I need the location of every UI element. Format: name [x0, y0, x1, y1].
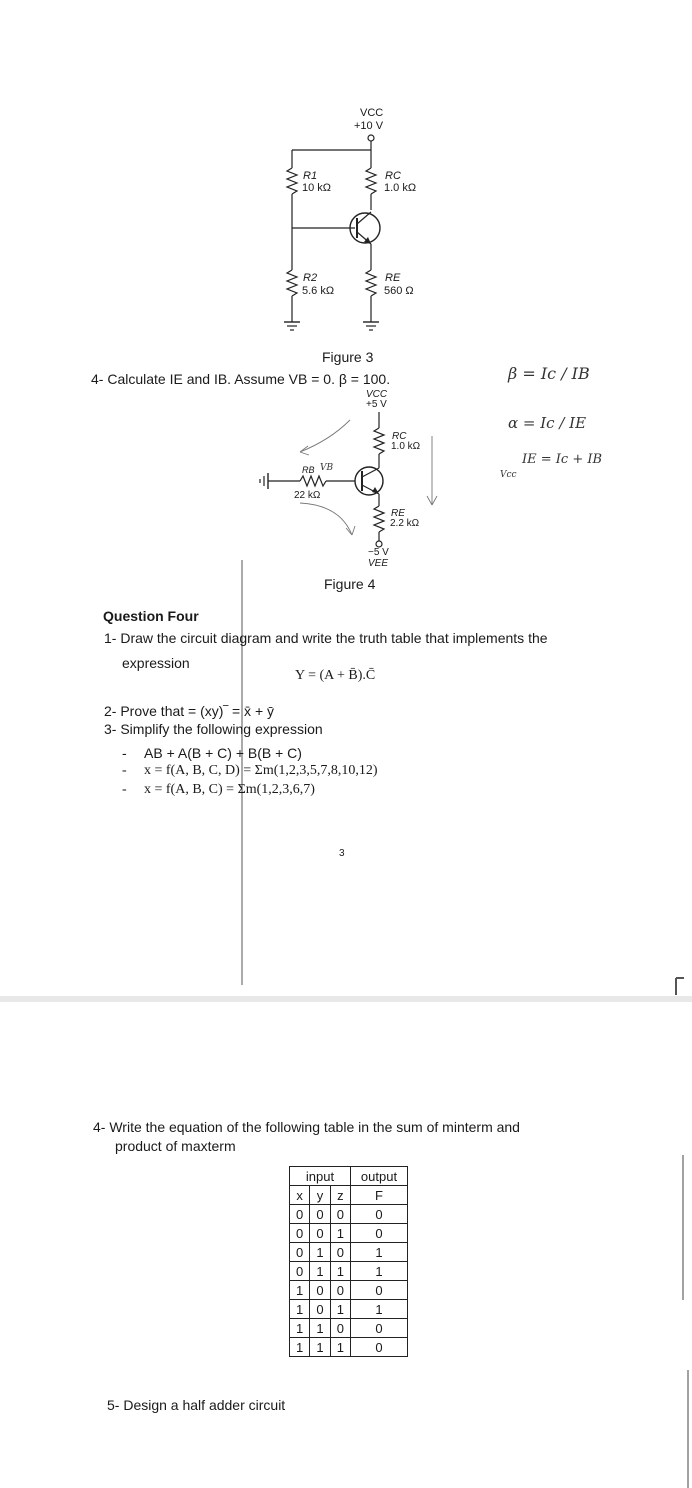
fig4-vcc-label: VCC: [366, 389, 388, 400]
bullet-3-text: x = f(A, B, C) = Σm(1,2,3,6,7): [144, 782, 315, 797]
item5-half-adder: 5- Design a half adder circuit: [107, 1397, 286, 1413]
table-cell: 0: [310, 1224, 330, 1243]
fig4-rc-label: RC: [392, 431, 407, 442]
fig3-rc-value: 1.0 kΩ: [384, 182, 417, 194]
table-cell: 0: [351, 1319, 408, 1338]
fig3-vcc-label: VCC: [360, 107, 384, 119]
fig4-rb-value: 22 kΩ: [294, 490, 321, 501]
table-cell: 1: [290, 1281, 310, 1300]
item1-expression: Y = (A + B̄).C̄: [295, 668, 376, 683]
table-cell: 0: [351, 1338, 408, 1357]
note-alpha-eq: α = Ic / IE: [508, 414, 587, 432]
table-cell: 0: [290, 1224, 310, 1243]
bullet-3: - x = f(A, B, C) = Σm(1,2,3,6,7): [122, 782, 315, 797]
table-cell: 0: [351, 1281, 408, 1300]
table-cell: 1: [330, 1262, 350, 1281]
table-cell: 0: [290, 1205, 310, 1224]
table-cell: 0: [310, 1205, 330, 1224]
figure3-caption: Figure 3: [322, 349, 374, 365]
fig3-r1-value: 10 kΩ: [302, 182, 332, 194]
figure4-caption: Figure 4: [324, 576, 376, 592]
fig4-rc-value: 1.0 kΩ: [391, 441, 421, 452]
item2-prove: 2- Prove that = (xy)‾ = x̄ + ȳ: [104, 703, 275, 719]
fig4-vcc-value: +5 V: [366, 399, 387, 410]
table-header-z: z: [330, 1186, 350, 1205]
table-cell: 0: [290, 1243, 310, 1262]
table-cell: 1: [310, 1243, 330, 1262]
note-ie-eq: IE = Ic + IB: [522, 452, 603, 467]
table-cell: 1: [290, 1319, 310, 1338]
table-cell: 0: [310, 1300, 330, 1319]
page-number: 3: [339, 848, 345, 859]
question-4-calc: 4- Calculate IE and IB. Assume VB = 0. β = 100.: [91, 371, 391, 387]
table-cell: 0: [290, 1262, 310, 1281]
item1-line1: 1- Draw the circuit diagram and write the truth table that implements the: [104, 630, 548, 646]
item3-simplify: 3- Simplify the following expression: [104, 721, 323, 737]
fig4-rb-label: RB: [302, 465, 315, 475]
table-cell: 1: [290, 1338, 310, 1357]
item4-line1: 4- Write the equation of the following table in the sum of minterm and: [93, 1119, 520, 1135]
table-cell: 0: [351, 1205, 408, 1224]
bullet-2: - x = f(A, B, C, D) = Σm(1,2,3,5,7,8,10,12): [122, 763, 378, 778]
table-header-f: F: [351, 1186, 408, 1205]
table-cell: 1: [310, 1338, 330, 1357]
fig3-re-label: RE: [385, 272, 401, 284]
table-header-x: x: [290, 1186, 310, 1205]
fig3-r2-label: R2: [303, 272, 318, 284]
table-group-input: input: [290, 1167, 351, 1186]
table-header-y: y: [310, 1186, 330, 1205]
note-vb: VB: [320, 463, 334, 473]
note-vcc: Vcc: [500, 470, 517, 480]
table-cell: 1: [310, 1319, 330, 1338]
item4-line2: product of maxterm: [115, 1138, 236, 1154]
fig3-vcc-value: +10 V: [354, 120, 384, 132]
table-cell: 0: [330, 1205, 350, 1224]
table-cell: 0: [310, 1281, 330, 1300]
fig4-vee-value: −5 V: [368, 547, 389, 558]
table-cell: 1: [330, 1224, 350, 1243]
table-cell: 0: [330, 1281, 350, 1300]
fig3-r2-value: 5.6 kΩ: [302, 285, 335, 297]
table-cell: 1: [330, 1338, 350, 1357]
table-group-output: output: [351, 1167, 408, 1186]
table-cell: 0: [330, 1319, 350, 1338]
question-four-heading: Question Four: [103, 608, 199, 624]
table-cell: 1: [290, 1300, 310, 1319]
fig3-rc-label: RC: [385, 170, 401, 182]
table-cell: 0: [330, 1243, 350, 1262]
table-cell: 1: [330, 1300, 350, 1319]
fig4-vee-label: VEE: [368, 558, 389, 569]
table-cell: 1: [351, 1300, 408, 1319]
item1-line2: expression: [122, 655, 190, 671]
table-cell: 0: [351, 1224, 408, 1243]
fig4-re-value: 2.2 kΩ: [390, 518, 420, 529]
bullet-1-text: AB + A(B + C) + B(B + C): [144, 745, 302, 761]
table-cell: 1: [351, 1243, 408, 1262]
bullet-2-text: x = f(A, B, C, D) = Σm(1,2,3,5,7,8,10,12): [144, 763, 378, 778]
fig3-re-value: 560 Ω: [384, 285, 414, 297]
table-cell: 1: [351, 1262, 408, 1281]
bullet-1: - AB + A(B + C) + B(B + C): [122, 745, 302, 761]
table-cell: 1: [310, 1262, 330, 1281]
fig4-re-label: RE: [391, 508, 405, 519]
note-beta-eq: β = Ic / IB: [508, 364, 590, 383]
fig3-r1-label: R1: [303, 170, 318, 182]
